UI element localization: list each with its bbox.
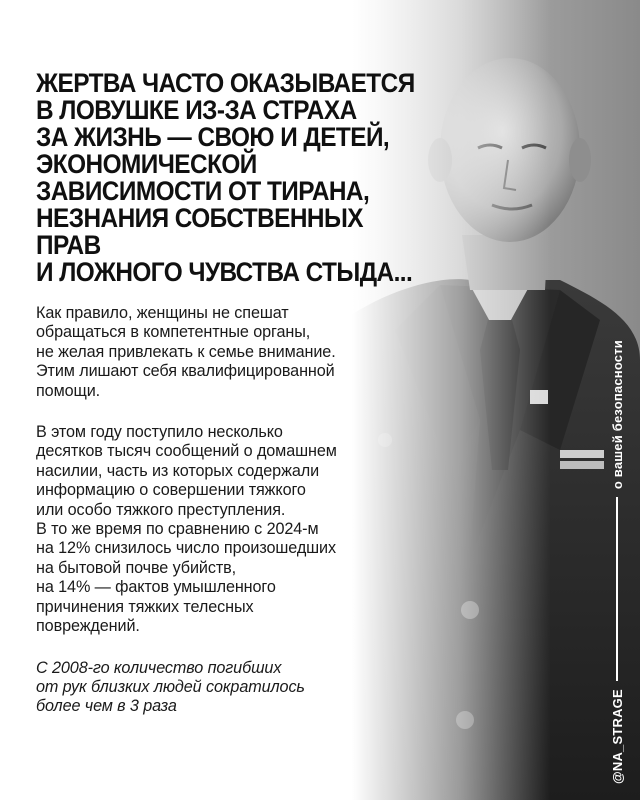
tagline-text: о вашей безопасности <box>609 340 625 490</box>
paragraph-2: В этом году поступило несколько десятков тысяч сообщений о домашнем насилии, часть из которых содержали информацию о совершении тяжкого или особо тяжкого преступления. В то же время по сравнению с 2024-м на 12% снизилось число произошедших на бытовой почве убийств, на 14% — фактов умышленного причинения тяжких телесных повреждений. <box>36 423 337 636</box>
paragraph-1: Как правило, женщины не спешат обращаться в компетентные органы, не желая привлекать к семье внимание. Этим лишают себя квалифицированной помощи. <box>36 304 336 400</box>
headline: ЖЕРТВА ЧАСТО ОКАЗЫВАЕТСЯ В ЛОВУШКЕ ИЗ-ЗА СТРАХА ЗА ЖИЗНЬ — СВОЮ И ДЕТЕЙ, ЭКОНОМИЧЕСКОЙ ЗАВИСИМОСТИ ОТ ТИРАНА, НЕЗНАНИЯ СОБСТВЕННЫХ ПРАВ И ЛОЖНОГО ЧУВСТВА СТЫДА... <box>36 68 415 287</box>
handle-text: @NA_STRAGE <box>609 689 625 784</box>
paragraph-3: С 2008-го количество погибших от рук близких людей сократилось более чем в 3 раза <box>36 658 305 716</box>
sidebar-branding <box>602 340 632 784</box>
divider-line <box>616 497 618 681</box>
text-content <box>36 70 436 739</box>
